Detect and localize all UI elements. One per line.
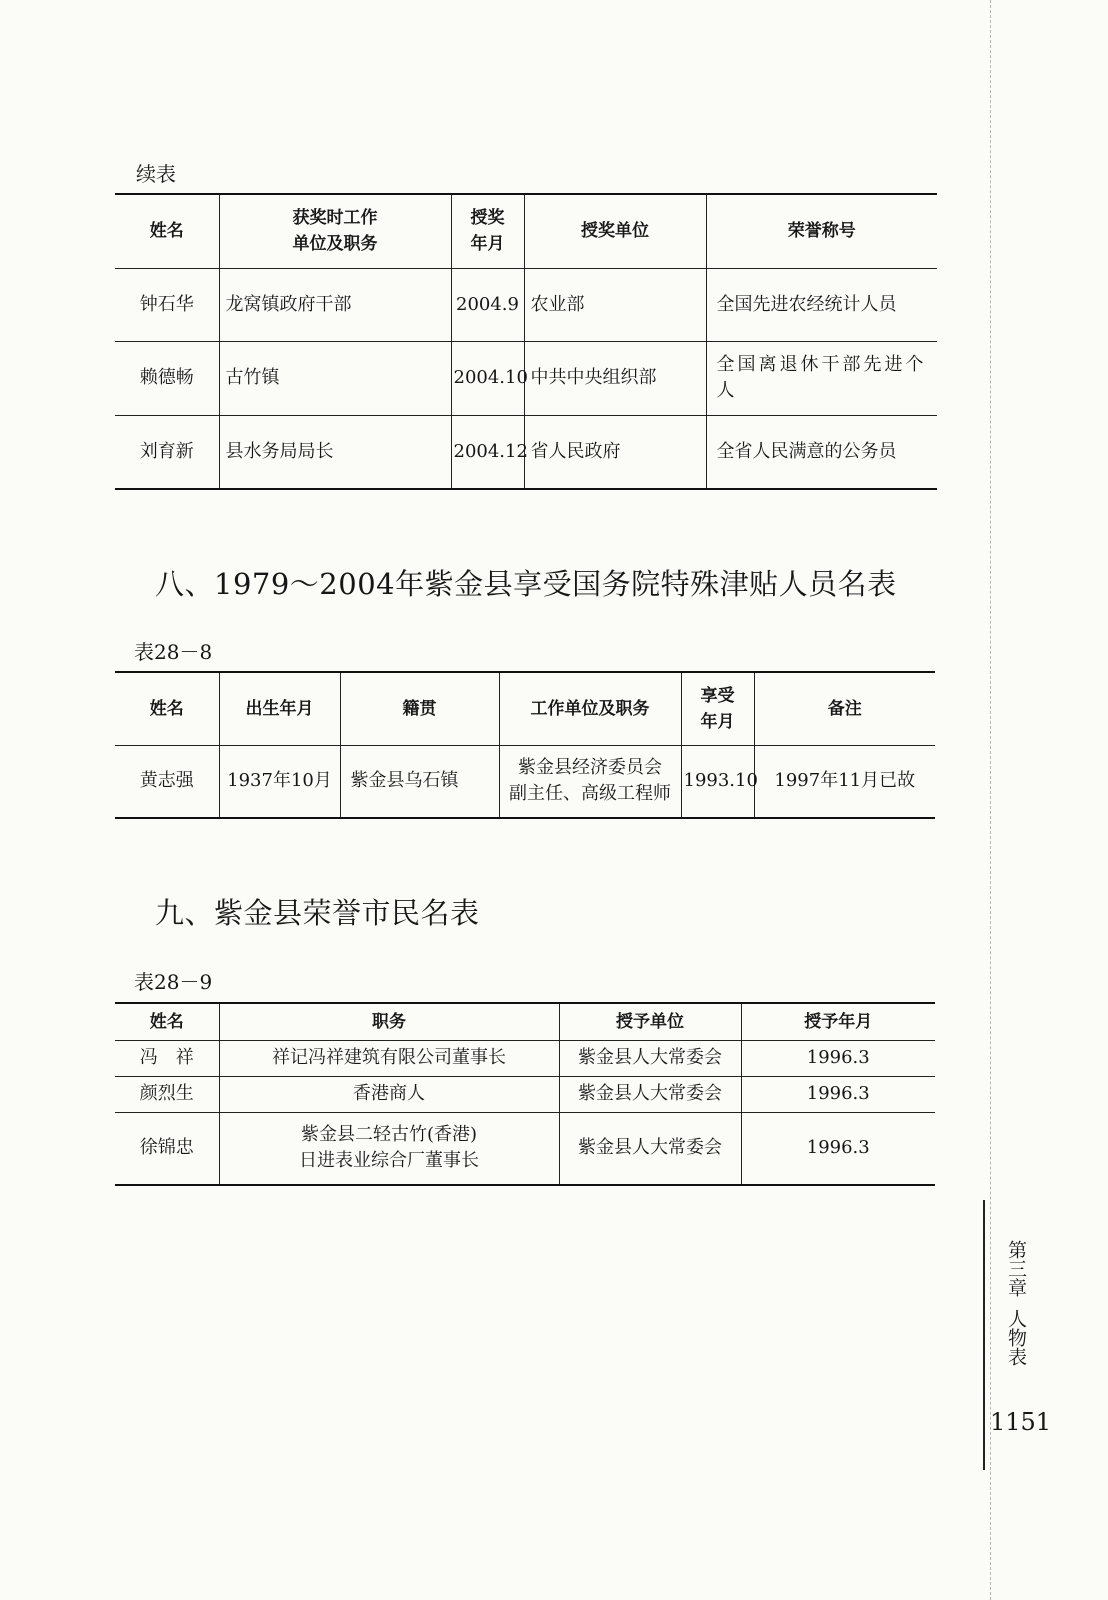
table-row (115, 415, 937, 489)
table-8-caption: 表28－8 (134, 640, 213, 664)
header-honor-title: 荣誉称号 (706, 194, 937, 268)
chapter-side-rule (983, 1200, 985, 1470)
cell-honor: 全省人民满意的公务员 (706, 415, 937, 489)
cell-date: 2004.10 (451, 341, 524, 415)
header-enjoy-date: 享受 年月 (681, 672, 754, 745)
cell-date: 2004.9 (451, 268, 524, 341)
page-number: 1151 (990, 1408, 1052, 1436)
cell-grant-date: 1996.3 (741, 1040, 935, 1076)
cell-name: 钟石华 (115, 268, 219, 341)
page-edge-dashed-rule (990, 0, 991, 1600)
cell-date: 2004.12 (451, 415, 524, 489)
table-row (115, 1112, 935, 1185)
header-granting-unit: 授予单位 (559, 1003, 741, 1040)
cell-granting-unit: 紫金县人大常委会 (559, 1112, 741, 1185)
cell-position: 紫金县二轻古竹(香港) 日进表业综合厂董事长 (219, 1112, 559, 1185)
cell-name: 黄志强 (115, 745, 219, 818)
table-row (115, 1076, 935, 1112)
header-award-date: 授奖 年月 (451, 194, 524, 268)
cell-position: 香港商人 (219, 1076, 559, 1112)
cell-name: 冯 祥 (115, 1040, 219, 1076)
cell-position: 祥记冯祥建筑有限公司董事长 (219, 1040, 559, 1076)
cell-grant-date: 1996.3 (741, 1076, 935, 1112)
table-row (115, 341, 937, 415)
section-8-title: 八、1979～2004年紫金县享受国务院特殊津贴人员名表 (155, 567, 897, 601)
cell-unit-position: 龙窝镇政府干部 (219, 268, 451, 341)
header-grant-date: 授予年月 (741, 1003, 935, 1040)
cell-name: 赖德畅 (115, 341, 219, 415)
cell-awarding-unit: 省人民政府 (524, 415, 706, 489)
honors-table-continued (115, 193, 937, 490)
header-native-place: 籍贯 (340, 672, 499, 745)
cell-name: 颜烈生 (115, 1076, 219, 1112)
cell-awarding-unit: 农业部 (524, 268, 706, 341)
cell-unit-position: 紫金县经济委员会 副主任、高级工程师 (499, 745, 681, 818)
cell-granting-unit: 紫金县人大常委会 (559, 1076, 741, 1112)
cell-native-place: 紫金县乌石镇 (340, 745, 499, 818)
header-name: 姓名 (115, 1003, 219, 1040)
header-remarks: 备注 (754, 672, 935, 745)
special-allowance-table (115, 671, 935, 819)
cell-name: 刘育新 (115, 415, 219, 489)
table-row (115, 1040, 935, 1076)
cell-unit-position: 县水务局局长 (219, 415, 451, 489)
cell-awarding-unit: 中共中央组织部 (524, 341, 706, 415)
header-birth-date: 出生年月 (219, 672, 340, 745)
chapter-topic: 人物表 (1005, 1309, 1027, 1366)
header-name: 姓名 (115, 194, 219, 268)
cell-birth-date: 1937年10月 (219, 745, 340, 818)
header-position: 职务 (219, 1003, 559, 1040)
header-unit-position: 工作单位及职务 (499, 672, 681, 745)
table-row (115, 268, 937, 341)
continued-table-label: 续表 (136, 162, 176, 186)
cell-name: 徐锦忠 (115, 1112, 219, 1185)
header-name: 姓名 (115, 672, 219, 745)
cell-honor: 全国先进农经统计人员 (706, 268, 937, 341)
honorary-citizens-table (115, 1002, 935, 1186)
section-9-title: 九、紫金县荣誉市民名表 (155, 896, 480, 930)
cell-granting-unit: 紫金县人大常委会 (559, 1040, 741, 1076)
header-unit-position: 获奖时工作 单位及职务 (219, 194, 451, 268)
cell-remarks: 1997年11月已故 (754, 745, 935, 818)
cell-enjoy-date: 1993.10 (681, 745, 754, 818)
table-9-caption: 表28－9 (134, 970, 213, 994)
chapter-side-label (1004, 1240, 1028, 1366)
header-awarding-unit: 授奖单位 (524, 194, 706, 268)
cell-honor: 全国离退休干部先进个人 (706, 341, 937, 415)
cell-unit-position: 古竹镇 (219, 341, 451, 415)
cell-grant-date: 1996.3 (741, 1112, 935, 1185)
chapter-name: 第三章 (1005, 1240, 1027, 1297)
table-row (115, 745, 935, 818)
